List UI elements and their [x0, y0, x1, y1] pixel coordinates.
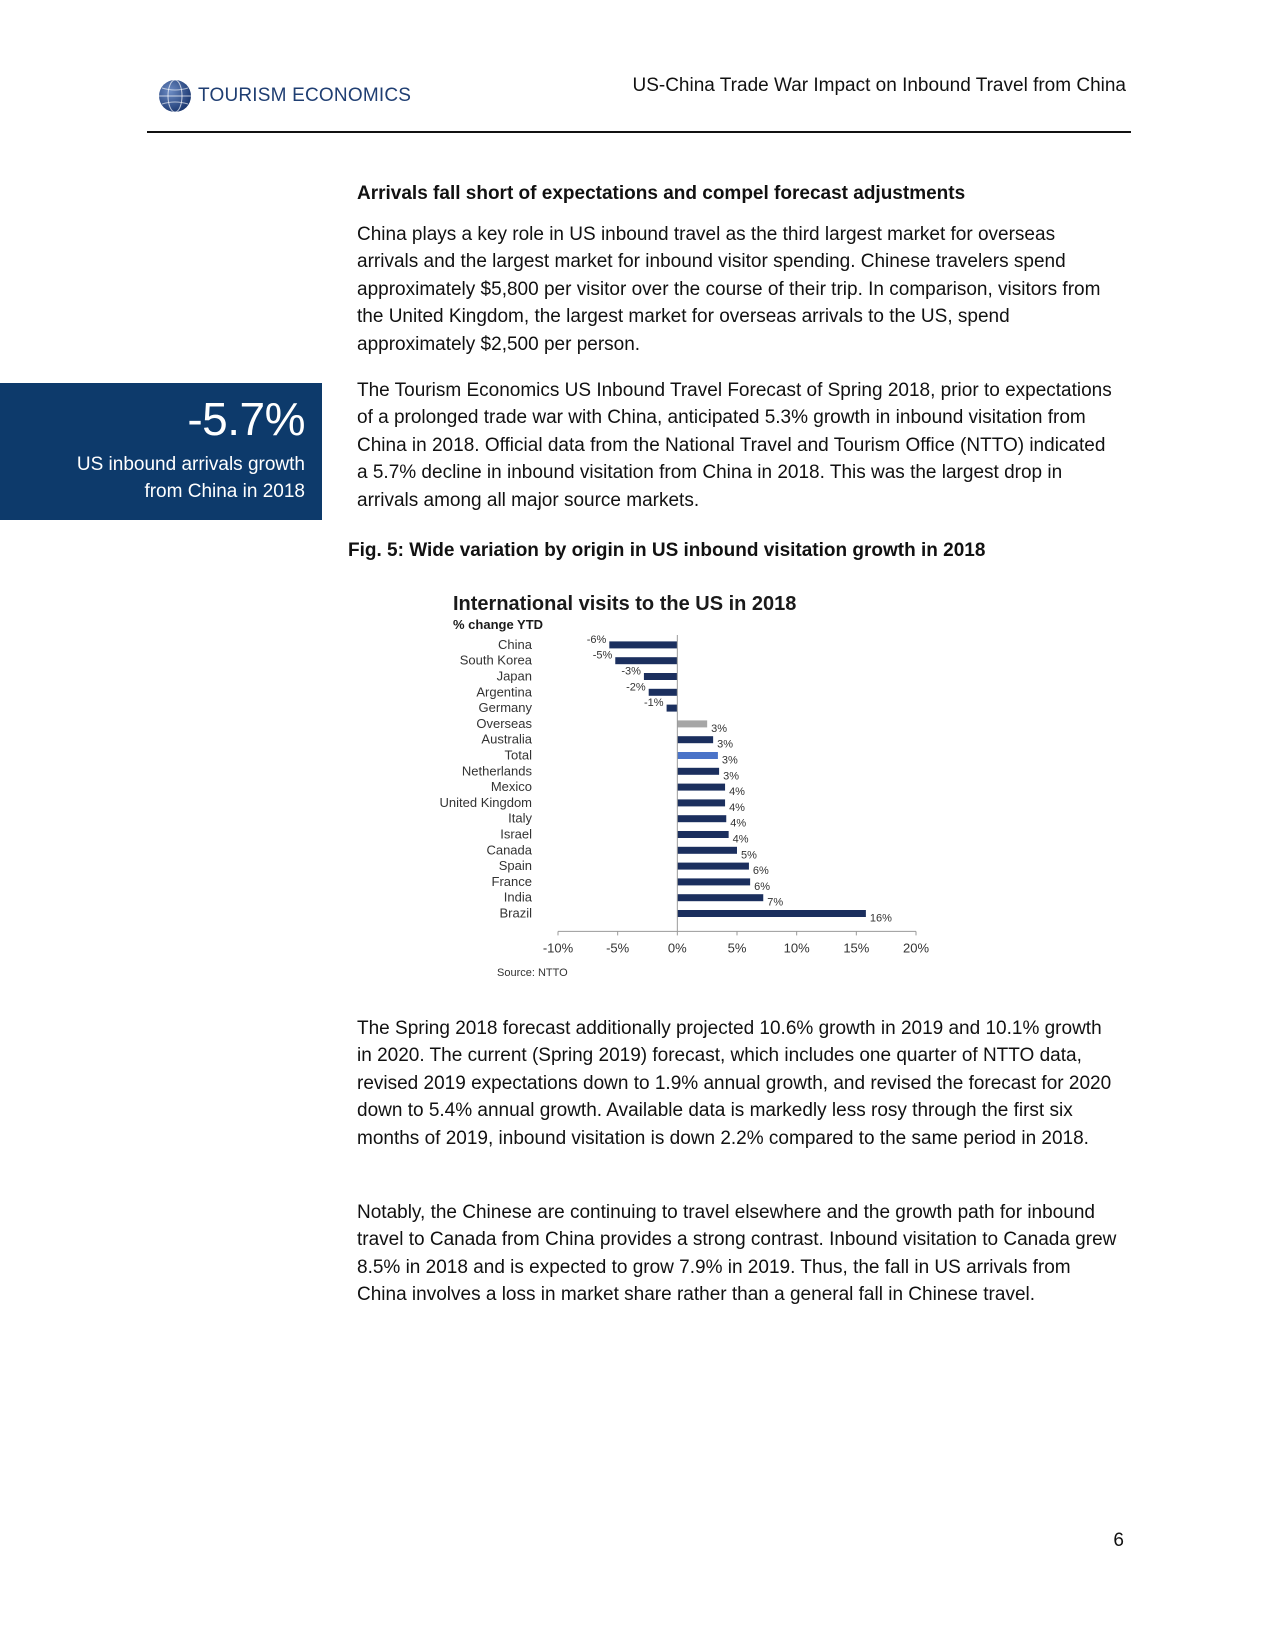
bar — [644, 673, 677, 680]
data-label: 5% — [741, 849, 757, 862]
bar — [677, 768, 719, 775]
category-label: Argentina — [476, 684, 532, 700]
data-label: -5% — [592, 649, 613, 662]
x-tick-label: 20% — [902, 940, 930, 956]
bar-chart — [440, 585, 960, 985]
bar — [677, 878, 750, 885]
sidebar-callout — [0, 383, 322, 520]
x-tick-label: 5% — [727, 940, 747, 956]
callout-caption — [0, 451, 305, 505]
data-label: 4% — [729, 801, 745, 814]
bar — [609, 641, 677, 648]
logo-text: TOURISM ECONOMICS — [198, 85, 412, 106]
chart-subtitle: % change YTD — [453, 617, 544, 632]
category-label: South Korea — [459, 652, 532, 668]
data-label: 16% — [869, 912, 892, 925]
callout-value: -5.7% — [187, 393, 305, 445]
category-label: Germany — [478, 700, 532, 716]
x-tick-label: -5% — [606, 940, 630, 956]
data-label: 3% — [721, 754, 738, 767]
paragraph-2: The Tourism Economics US Inbound Travel Forecast of Spring 2018, prior to expectations of a prolonged trade war with China, anticipated 5.3% growth in inbound visitation from China in 2018. Official data from the National Travel and Tourism Office (NTTO) indicated a 5.7% decline in inbound visitation from China in 2018. This was the largest drop in arrivals among all major source markets. — [357, 380, 1112, 511]
bar — [677, 815, 726, 822]
bar — [677, 831, 728, 838]
x-tick-label: -10% — [542, 940, 574, 956]
category-label: France — [491, 873, 532, 889]
data-label: 3% — [711, 722, 728, 735]
data-label: 4% — [732, 833, 749, 846]
data-label: 4% — [729, 786, 745, 799]
globe-icon — [158, 79, 192, 113]
data-label: 6% — [752, 865, 769, 878]
x-tick-label: 10% — [783, 940, 810, 956]
bar — [677, 847, 737, 854]
header-divider — [147, 131, 1131, 133]
data-label: 3% — [717, 738, 734, 751]
category-label: United Kingdom — [440, 794, 532, 810]
chart-source: Source: NTTO — [497, 967, 568, 979]
category-label: Australia — [481, 731, 532, 747]
logo — [158, 78, 411, 114]
bar — [677, 799, 725, 806]
bar — [677, 910, 866, 917]
x-tick-label: 15% — [843, 940, 870, 956]
category-label: India — [503, 889, 532, 905]
category-label: Italy — [508, 810, 532, 826]
category-label: Overseas — [476, 715, 532, 731]
bar — [677, 752, 718, 759]
data-label: 6% — [754, 880, 771, 893]
bar — [677, 863, 749, 870]
data-label: -1% — [644, 697, 664, 710]
bar — [677, 784, 725, 791]
bar — [677, 720, 707, 727]
data-label: -6% — [586, 633, 607, 646]
data-label: 7% — [767, 896, 784, 909]
category-label: Total — [504, 747, 532, 763]
data-label: -3% — [621, 665, 641, 678]
category-label: Canada — [486, 842, 532, 858]
bar — [667, 705, 678, 712]
bar — [649, 689, 678, 696]
data-label: 3% — [723, 770, 740, 783]
section-heading: Arrivals fall short of expectations and compel forecast adjustments — [357, 183, 966, 204]
category-label: Brazil — [499, 905, 532, 921]
category-label: Japan — [496, 668, 532, 684]
category-label: China — [498, 636, 532, 652]
x-tick-label: 0% — [667, 940, 687, 956]
category-label: Netherlands — [461, 763, 532, 779]
category-label: Israel — [500, 826, 532, 842]
paragraph-4: Notably, the Chinese are continuing to travel elsewhere and the growth path for inbound travel to Canada from China provides a strong contrast. Inbound visitation to Canada grew 8.5% in 2018 and is expected to grow 7.9% in 2019. Thus, the fall in US arrivals from China involves a loss in market share rather than a general fall in Chinese travel. — [357, 1202, 1117, 1306]
category-label: Mexico — [490, 779, 532, 795]
paragraph-1: China plays a key role in US inbound travel as the third largest market for overseas arrivals and the largest market for inbound visitor spending. Chinese travelers spend approximately $5,800 per visitor over the course of their trip. In comparison, visitors from the United Kingdom, the largest market for overseas arrivals to the US, spend approximately $2,500 per person. — [357, 224, 1101, 355]
callout-caption-line1: US inbound arrivals growth — [76, 454, 305, 475]
category-label: Spain — [498, 858, 532, 874]
data-label: -2% — [626, 681, 646, 694]
bar — [677, 736, 713, 743]
bar — [615, 657, 677, 664]
paragraph-3: The Spring 2018 forecast additionally projected 10.6% growth in 2019 and 10.1% growth in 2020. The current (Spring 2019) forecast, which includes one quarter of NTTO data, revised 2019 expectations down to 1.9% annual growth, and revised the forecast for 2020 down to 5.4% annual growth. Available data is markedly less rosy through the first six months of 2019, inbound visitation is down 2.2% compared to the same period in 2018. — [357, 1018, 1112, 1149]
page-number: 6 — [1113, 1530, 1124, 1551]
data-label: 4% — [730, 817, 747, 830]
figure-caption: Fig. 5: Wide variation by origin in US inbound visitation growth in 2018 — [348, 540, 986, 561]
bar — [677, 894, 763, 901]
chart-title: International visits to the US in 2018 — [453, 593, 797, 615]
callout-caption-line2: from China in 2018 — [144, 481, 305, 502]
header-title: US-China Trade War Impact on Inbound Travel from China — [632, 75, 1126, 96]
